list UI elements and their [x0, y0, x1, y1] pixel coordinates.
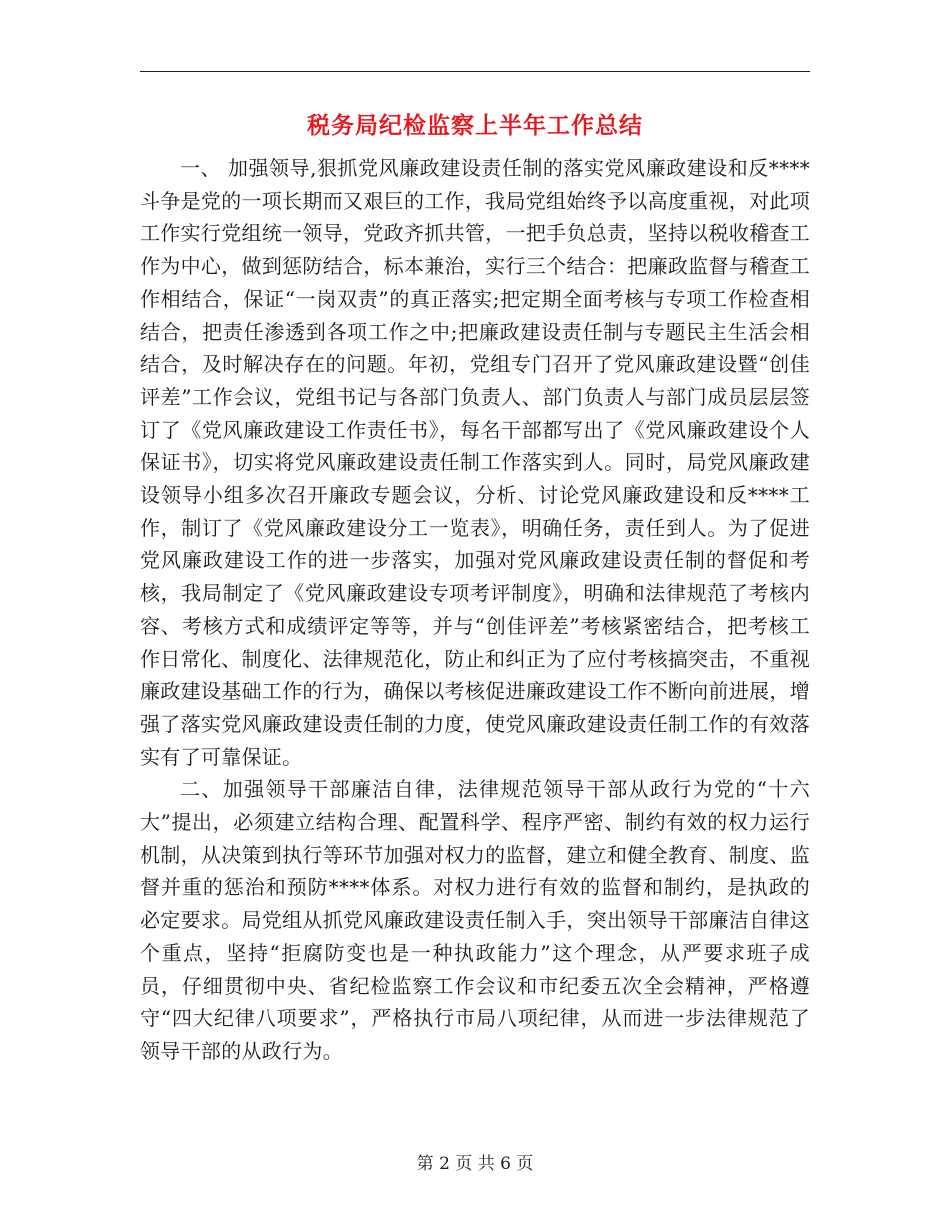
page-number: 第 2 页 共 6 页	[416, 1154, 534, 1174]
header-rule	[140, 71, 810, 72]
paragraph-2: 二、加强领导干部廉洁自律，法律规范领导干部从政行为党的“十六大”提出，必须建立结构合理、配置科学、程序严密、制约有效的权力运行机制，从决策到执行等环节加强对权力的监督，建立和健全教育、制度、监督并重的惩治和预防****体系。对权力进行有效的监督和制约，是执政的必定要求。局党组从抓党风廉政建设责任制入手，突出领导干部廉洁自律这个重点，坚持“拒腐防变也是一种执政能力”这个理念，从严要求班子成员，仔细贯彻中央、省纪检监察工作会议和市纪委五次全会精神，严格遵守“四大纪律八项要求”，严格执行市局八项纪律，从而进一步法律规范了领导干部的从政行为。	[140, 777, 810, 1063]
paragraph-1: 一、 加强领导,狠抓党风廉政建设责任制的落实党风廉政建设和反****斗争是党的一项长期而又艰巨的工作，我局党组始终予以高度重视，对此项工作实行党组统一领导，党政齐抓共管，一把手负总责，坚持以税收稽查工作为中心，做到惩防结合，标本兼治，实行三个结合：把廉政监督与稽查工作相结合，保证“一岗双责”的真正落实;把定期全面考核与专项工作检查相结合，把责任渗透到各项工作之中;把廉政建设责任制与专题民主生活会相结合，及时解决存在的问题。年初，党组专门召开了党风廉政建设暨“创佳评差”工作会议，党组书记与各部门负责人、部门负责人与部门成员层层签订了《党风廉政建设工作责任书》，每名干部都写出了《党风廉政建设个人保证书》，切实将党风廉政建设责任制工作落实到人。同时，局党风廉政建设领导小组多次召开廉政专题会议，分析、讨论党风廉政建设和反****工作，制订了《党风廉政建设分工一览表》，明确任务，责任到人。为了促进党风廉政建设工作的进一步落实，加强对党风廉政建设责任制的督促和考核，我局制定了《党风廉政建设专项考评制度》，明确和法律规范了考核内容、考核方式和成绩评定等等，并与“创佳评差”考核紧密结合，把考核工作日常化、制度化、法律规范化，防止和纠正为了应付考核搞突击，不重视廉政建设基础工作的行为，确保以考核促进廉政建设工作不断向前进展，增强了落实党风廉政建设责任制的力度，使党风廉政建设责任制工作的有效落实有了可靠保证。	[140, 156, 810, 769]
document-title: 税务局纪检监察上半年工作总结	[307, 112, 643, 139]
document-body	[140, 152, 810, 1068]
